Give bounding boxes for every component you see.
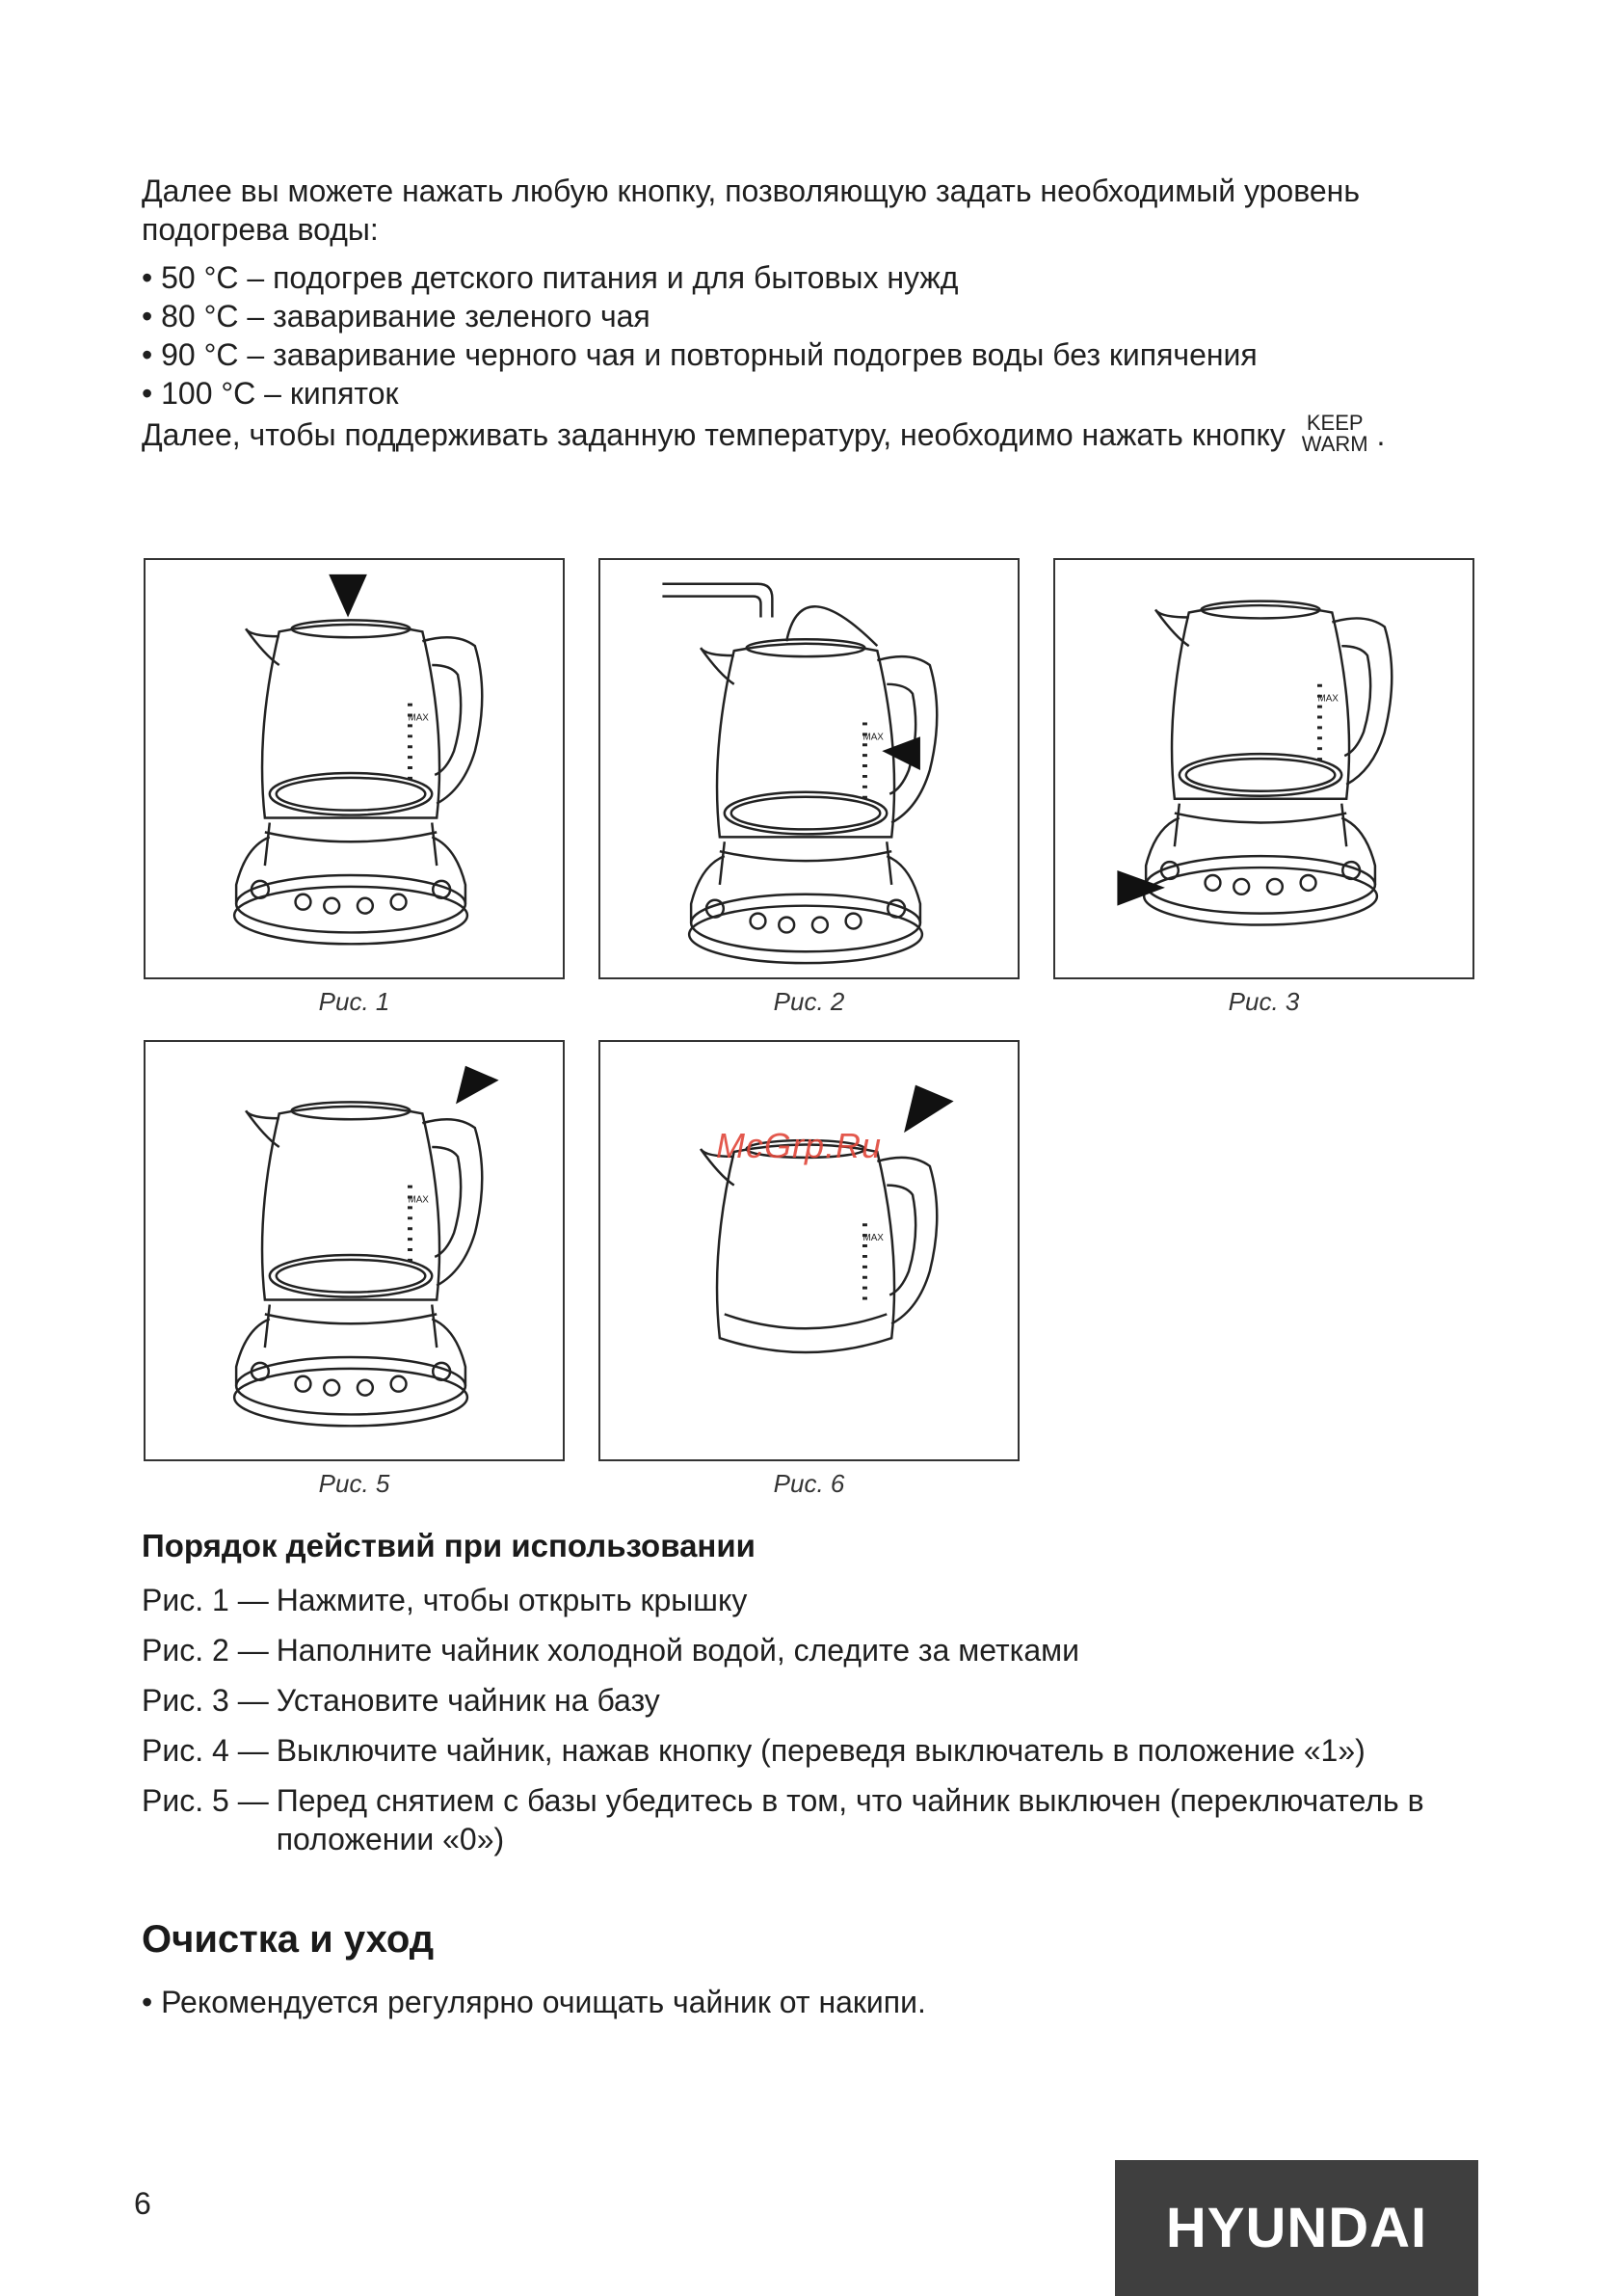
warm-label: WARM — [1301, 432, 1368, 456]
arrow-left-icon — [882, 736, 920, 770]
intro-line: Далее вы можете нажать любую кнопку, позволяющую задать необходимый уровень подогрева воды: — [142, 174, 1360, 247]
keep-warm-end: . — [1376, 417, 1386, 452]
keep-label: KEEP — [1306, 411, 1364, 435]
scale-label: MAX — [1317, 693, 1339, 705]
temperature-list — [142, 258, 1491, 413]
step-label: Рис. 3 — — [142, 1683, 269, 1718]
caption-figure-3: Рис. 3 — [1228, 987, 1300, 1016]
figure-3 — [1053, 558, 1474, 979]
kettle-lid-press-illustration — [146, 560, 563, 977]
kettle-fill-illustration — [600, 560, 1018, 977]
figure-2 — [598, 558, 1020, 979]
figure-6 — [598, 1040, 1020, 1461]
figure-1 — [144, 558, 565, 979]
caption-figure-5: Рис. 5 — [318, 1469, 390, 1498]
list-item — [142, 1631, 1491, 1669]
arrow-down-icon — [329, 574, 367, 618]
kettle-on-base-illustration — [1055, 560, 1472, 977]
scale-label: MAX — [408, 712, 429, 724]
list-item: • 50 °C – подогрев детского питания и для бытовых нужд — [142, 260, 959, 295]
arrow-down-left-icon — [904, 1085, 954, 1134]
caption-figure-6: Рис. 6 — [773, 1469, 845, 1498]
figure-5 — [144, 1040, 565, 1461]
list-item — [142, 1781, 1491, 1858]
keep-warm-text: Далее, чтобы поддерживать заданную температуру, необходимо нажать кнопку — [142, 417, 1286, 452]
keep-warm-button-label — [1302, 413, 1368, 455]
step-label: Рис. 2 — — [142, 1633, 269, 1668]
step-text: Нажмите, чтобы открыть крышку — [276, 1583, 748, 1617]
list-item: • 100 °C – кипяток — [142, 376, 399, 411]
scale-label: MAX — [862, 1233, 884, 1244]
keep-warm-line — [142, 413, 1491, 455]
usage-heading: Порядок действий при использовании — [142, 1528, 756, 1563]
list-item — [142, 1681, 1491, 1720]
step-text: Наполните чайник холодной водой, следите за метками — [276, 1633, 1080, 1668]
step-label: Рис. 4 — — [142, 1733, 269, 1768]
faucet-icon — [662, 584, 772, 618]
step-text: Установите чайник на базу — [276, 1683, 660, 1718]
list-item: • 90 °C – заваривание черного чая и повторный подогрев воды без кипячения — [142, 337, 1258, 372]
care-bullet: • Рекомендуется регулярно очищать чайник от накипи. — [142, 1985, 926, 2019]
caption-figure-2: Рис. 2 — [773, 987, 845, 1016]
list-item — [142, 1581, 1491, 1619]
usage-steps — [142, 1581, 1491, 1870]
caption-figure-1: Рис. 1 — [318, 987, 390, 1016]
page-number: 6 — [134, 2186, 151, 2221]
watermark: McGrp.Ru — [716, 1126, 883, 1165]
step-label: Рис. 1 — — [142, 1583, 269, 1617]
arrow-right-icon — [1117, 870, 1165, 906]
scale-label: MAX — [862, 732, 884, 743]
care-heading: Очистка и уход — [142, 1918, 435, 1961]
kettle-switch-illustration — [146, 1042, 563, 1459]
step-label: Рис. 5 — — [142, 1783, 269, 1818]
list-item: • 80 °C – заваривание зеленого чая — [142, 299, 650, 334]
step-text: Выключите чайник, нажав кнопку (переведя выключатель в положение «1») — [276, 1733, 1366, 1768]
arrow-down-left-icon — [456, 1066, 499, 1105]
brand-logo: HYUNDAI — [1115, 2160, 1478, 2296]
intro-block — [142, 172, 1491, 455]
step-text: Перед снятием с базы убедитесь в том, что чайник выключен (переключатель в положении «0») — [276, 1783, 1424, 1856]
scale-label: MAX — [408, 1194, 429, 1206]
list-item — [142, 1731, 1491, 1770]
kettle-off-base-illustration — [600, 1042, 1018, 1459]
